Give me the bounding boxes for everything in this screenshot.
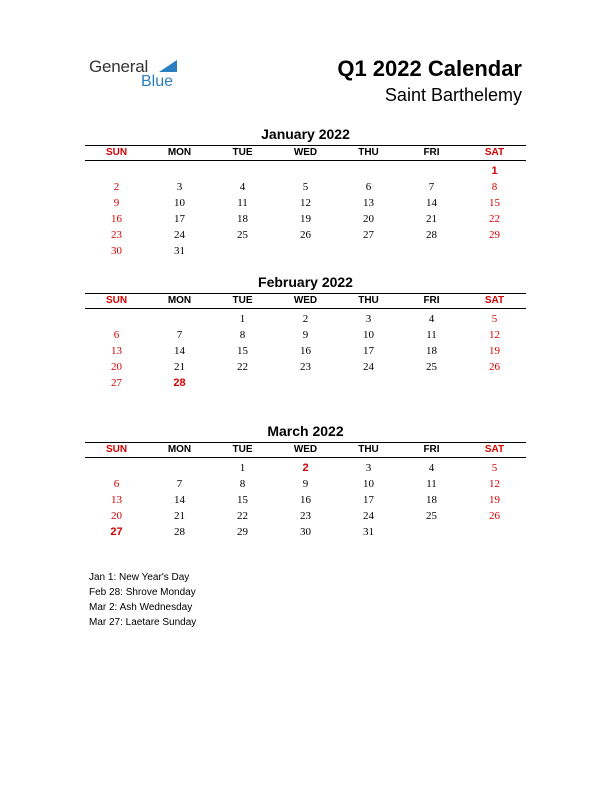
day-cell: 11: [426, 329, 437, 341]
day-cell: 10: [363, 478, 374, 490]
day-cell: 30: [300, 526, 311, 538]
day-cell: 13: [111, 345, 122, 357]
day-cell: [85, 460, 148, 476]
day-cell: 28: [426, 229, 437, 241]
day-cell: [211, 375, 274, 391]
month-january: [85, 125, 526, 259]
day-cell: 9: [113, 197, 120, 209]
logo-triangle-icon: [159, 60, 177, 72]
day-cell: 13: [111, 494, 122, 506]
holiday-entry: Feb 28: Shrove Monday: [89, 587, 196, 598]
weekday-header-row: [85, 442, 526, 458]
day-cell: 5: [491, 313, 498, 325]
week-row: [85, 476, 526, 492]
day-cell: 16: [111, 213, 122, 225]
day-cell: [274, 163, 337, 179]
day-cell: 23: [111, 229, 122, 241]
day-cell: 15: [237, 345, 248, 357]
day-cell: 3: [365, 313, 372, 325]
week-row: [85, 524, 526, 540]
weekday-label: SUN: [105, 295, 128, 306]
day-cell: 6: [113, 478, 120, 490]
day-cell: 25: [426, 361, 437, 373]
day-cell: 16: [300, 345, 311, 357]
holiday-list: [89, 570, 196, 630]
day-cell: 22: [237, 361, 248, 373]
day-cell: 29: [489, 229, 500, 241]
day-cell: 29: [237, 526, 248, 538]
week-row: [85, 460, 526, 476]
weekday-label: WED: [293, 295, 318, 306]
weekday-label: MON: [167, 147, 192, 158]
day-cell: 4: [239, 181, 246, 193]
weekday-label: MON: [167, 444, 192, 455]
day-cell: 25: [237, 229, 248, 241]
weekday-label: TUE: [232, 295, 253, 306]
day-cell: [400, 375, 463, 391]
day-cell: 7: [176, 478, 183, 490]
day-cell: 17: [363, 345, 374, 357]
day-cell: 11: [237, 197, 248, 209]
weekday-label: TUE: [232, 147, 253, 158]
holiday-entry: Mar 2: Ash Wednesday: [89, 602, 193, 613]
holiday-day-cell: 1: [491, 165, 498, 177]
day-cell: 5: [491, 462, 498, 474]
logo-word-blue: Blue: [141, 73, 174, 90]
day-cell: [85, 311, 148, 327]
day-cell: 3: [176, 181, 183, 193]
page-subtitle: Saint Barthelemy: [384, 85, 522, 105]
day-cell: 4: [428, 313, 435, 325]
holiday-day-cell: 2: [302, 462, 309, 474]
week-row: [85, 343, 526, 359]
day-cell: 15: [489, 197, 500, 209]
month-title: February 2022: [258, 274, 353, 290]
logo-word-general: General: [89, 57, 149, 76]
day-cell: 19: [300, 213, 311, 225]
day-cell: 14: [174, 345, 185, 357]
week-row: [85, 375, 526, 391]
day-cell: 27: [111, 377, 122, 389]
day-cell: 20: [363, 213, 374, 225]
weekday-label: WED: [293, 444, 318, 455]
day-cell: 20: [111, 510, 122, 522]
day-cell: 24: [363, 510, 374, 522]
week-row: [85, 327, 526, 343]
day-cell: 11: [426, 478, 437, 490]
weekday-label: SUN: [105, 147, 128, 158]
weekday-header-row: [85, 293, 526, 309]
weekday-label: SAT: [484, 147, 505, 158]
day-cell: 19: [489, 494, 500, 506]
day-cell: 3: [365, 462, 372, 474]
day-cell: 25: [426, 510, 437, 522]
day-cell: 21: [426, 213, 437, 225]
week-row: [85, 227, 526, 243]
month-title: March 2022: [267, 423, 344, 439]
day-cell: [211, 243, 274, 259]
day-cell: 12: [489, 478, 500, 490]
day-cell: 13: [363, 197, 374, 209]
day-cell: 8: [491, 181, 498, 193]
day-cell: 28: [174, 526, 185, 538]
holiday-entry: Jan 1: New Year's Day: [89, 572, 190, 583]
holiday-day-cell: 28: [173, 377, 186, 389]
day-cell: 10: [363, 329, 374, 341]
day-cell: 9: [302, 329, 309, 341]
day-cell: 18: [426, 494, 437, 506]
weekday-label: SAT: [484, 444, 505, 455]
day-cell: 14: [426, 197, 437, 209]
day-cell: 26: [489, 361, 500, 373]
holiday-entry: Mar 27: Laetare Sunday: [89, 617, 197, 628]
weekday-label: FRI: [423, 147, 440, 158]
week-row: [85, 211, 526, 227]
day-cell: 18: [426, 345, 437, 357]
day-cell: 19: [489, 345, 500, 357]
day-cell: 7: [428, 181, 435, 193]
day-cell: 22: [237, 510, 248, 522]
day-cell: 24: [174, 229, 185, 241]
day-cell: 8: [239, 478, 246, 490]
day-cell: 6: [113, 329, 120, 341]
day-cell: [337, 163, 400, 179]
day-cell: [337, 243, 400, 259]
weekday-label: FRI: [423, 295, 440, 306]
day-cell: 17: [363, 494, 374, 506]
day-cell: [337, 375, 400, 391]
week-row: [85, 179, 526, 195]
day-cell: 24: [363, 361, 374, 373]
day-cell: 4: [428, 462, 435, 474]
weekday-label: WED: [293, 147, 318, 158]
day-cell: 9: [302, 478, 309, 490]
weekday-label: THU: [358, 147, 379, 158]
day-cell: 20: [111, 361, 122, 373]
day-cell: [463, 375, 526, 391]
day-cell: 26: [489, 510, 500, 522]
day-cell: 1: [239, 313, 246, 325]
week-row: [85, 492, 526, 508]
day-cell: [148, 460, 211, 476]
day-cell: 5: [302, 181, 309, 193]
day-cell: 21: [174, 510, 185, 522]
day-cell: 21: [174, 361, 185, 373]
weekday-label: FRI: [423, 444, 440, 455]
weekday-label: SUN: [105, 444, 128, 455]
day-cell: 7: [176, 329, 183, 341]
day-cell: 18: [237, 213, 248, 225]
day-cell: 27: [363, 229, 374, 241]
month-march: [85, 422, 526, 540]
weekday-label: THU: [358, 444, 379, 455]
day-cell: 14: [174, 494, 185, 506]
day-cell: 12: [300, 197, 311, 209]
month-title: January 2022: [261, 126, 350, 142]
day-cell: 15: [237, 494, 248, 506]
weekday-header-row: [85, 145, 526, 161]
week-row: [85, 243, 526, 259]
month-february: [85, 273, 526, 391]
day-cell: [463, 243, 526, 259]
day-cell: [463, 524, 526, 540]
day-cell: 17: [174, 213, 185, 225]
week-row: [85, 508, 526, 524]
week-row: [85, 163, 526, 179]
day-cell: 8: [239, 329, 246, 341]
week-row: [85, 311, 526, 327]
day-cell: [400, 243, 463, 259]
weekday-label: SAT: [484, 295, 505, 306]
day-cell: 30: [111, 245, 122, 257]
holiday-day-cell: 27: [110, 526, 123, 538]
day-cell: 6: [365, 181, 372, 193]
week-row: [85, 195, 526, 211]
day-cell: [274, 243, 337, 259]
day-cell: [211, 163, 274, 179]
day-cell: 22: [489, 213, 500, 225]
day-cell: 16: [300, 494, 311, 506]
page-title: Q1 2022 Calendar: [337, 56, 522, 81]
day-cell: 26: [300, 229, 311, 241]
day-cell: 2: [113, 181, 120, 193]
weekday-label: TUE: [232, 444, 253, 455]
week-row: [85, 359, 526, 375]
day-cell: 31: [363, 526, 374, 538]
day-cell: 23: [300, 510, 311, 522]
day-cell: 31: [174, 245, 185, 257]
day-cell: [400, 524, 463, 540]
day-cell: [148, 163, 211, 179]
weekday-label: MON: [167, 295, 192, 306]
day-cell: 23: [300, 361, 311, 373]
weekday-label: THU: [358, 295, 379, 306]
day-cell: 10: [174, 197, 185, 209]
day-cell: [85, 163, 148, 179]
logo: [89, 57, 189, 93]
day-cell: 2: [302, 313, 309, 325]
day-cell: [274, 375, 337, 391]
day-cell: 1: [239, 462, 246, 474]
day-cell: [400, 163, 463, 179]
day-cell: [148, 311, 211, 327]
day-cell: 12: [489, 329, 500, 341]
